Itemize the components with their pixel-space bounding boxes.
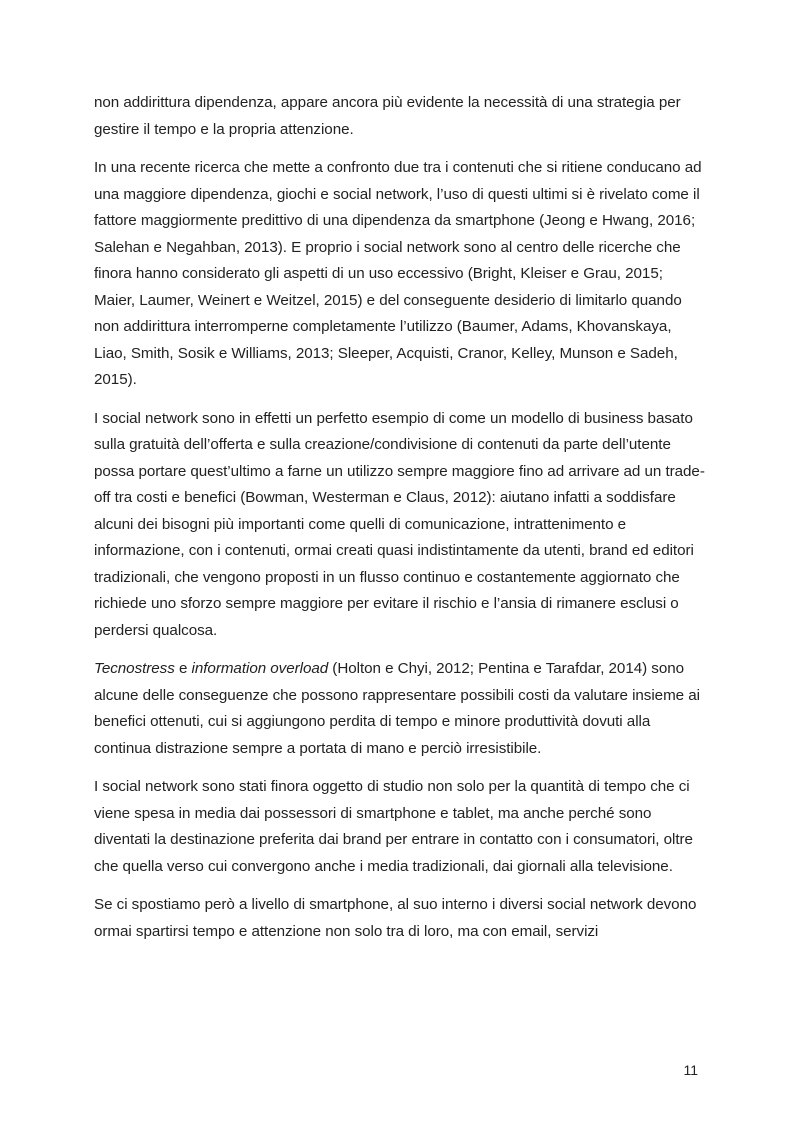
page-number: 11 [683,1062,698,1078]
document-body [94,90,706,957]
paragraph-5: I social network sono stati finora oggetto di studio non solo per la quantità di tempo che ci viene spesa in media dai possessori di smartphone e tablet, ma anche perché sono diventati la destinazione preferita dai brand per entrare in contatto con i consumatori, oltre che quella verso cui convergono anche i media tradizionali, dai giornali alla televisione. [94,778,693,875]
paragraph-3: I social network sono in effetti un perfetto esempio di come un modello di business basato sulla gratuità dell’offerta e sulla creazione/condivisione di contenuti da parte dell’utente possa portare quest’ultimo a farne un utilizzo sempre maggiore fino ad arrivare ad un trade-off tra costi e benefici (Bowman, Westerman e Claus, 2012): aiutano infatti a soddisfare alcuni dei bisogni più importanti come quelli di comunicazione, intrattenimento e informazione, con i contenuti, ormai creati quasi indistintamente da utenti, brand ed editori tradizionali, che vengono proposti in un flusso continuo e costantemente aggiornato che richiede uno sforzo sempre maggiore per evitare il rischio e l’ansia di rimanere esclusi o perdersi qualcosa. [94,409,705,639]
paragraph-4-rest: (Holton e Chyi, 2012; Pentina e Tarafdar, 2014) sono alcune delle conseguenze che possono rappresentare possibili costi da valutare insieme ai benefici ottenuti, cui si aggiungono perdita di tempo e minore produttività dovuti alla continua distrazione sempre a portata di mano e perciò irresistibile. [94,660,700,757]
paragraph-4 [94,656,706,762]
term-tecnostress: Tecnostress [94,660,175,677]
paragraph-1: non addirittura dipendenza, appare ancora più evidente la necessità di una strategia per gestire il tempo e la propria attenzione. [94,94,681,138]
paragraph-2: In una recente ricerca che mette a confronto due tra i contenuti che si ritiene conducano ad una maggiore dipendenza, giochi e social network, l’uso di questi ultimi si è rivelato come il fattore maggiormente predittivo di una dipendenza da smartphone (Jeong e Hwang, 2016; Salehan e Negahban, 2013). E proprio i social network sono al centro delle ricerche che finora hanno considerato gli aspetti di un uso eccessivo (Bright, Kleiser e Grau, 2015; Maier, Laumer, Weinert e Weitzel, 2015) e del conseguente desiderio di limitarlo quando non addirittura interromperne completamente l’utilizzo (Baumer, Adams, Khovanskaya, Liao, Smith, Sosik e Williams, 2013; Sleeper, Acquisti, Cranor, Kelley, Munson e Sadeh, 2015). [94,159,702,388]
paragraph-6: Se ci spostiamo però a livello di smartphone, al suo interno i diversi social network devono ormai spartirsi tempo e attenzione non solo tra di loro, ma con email, servizi [94,896,697,940]
conjunction: e [174,660,192,677]
term-information-overload: information overload [191,660,329,677]
